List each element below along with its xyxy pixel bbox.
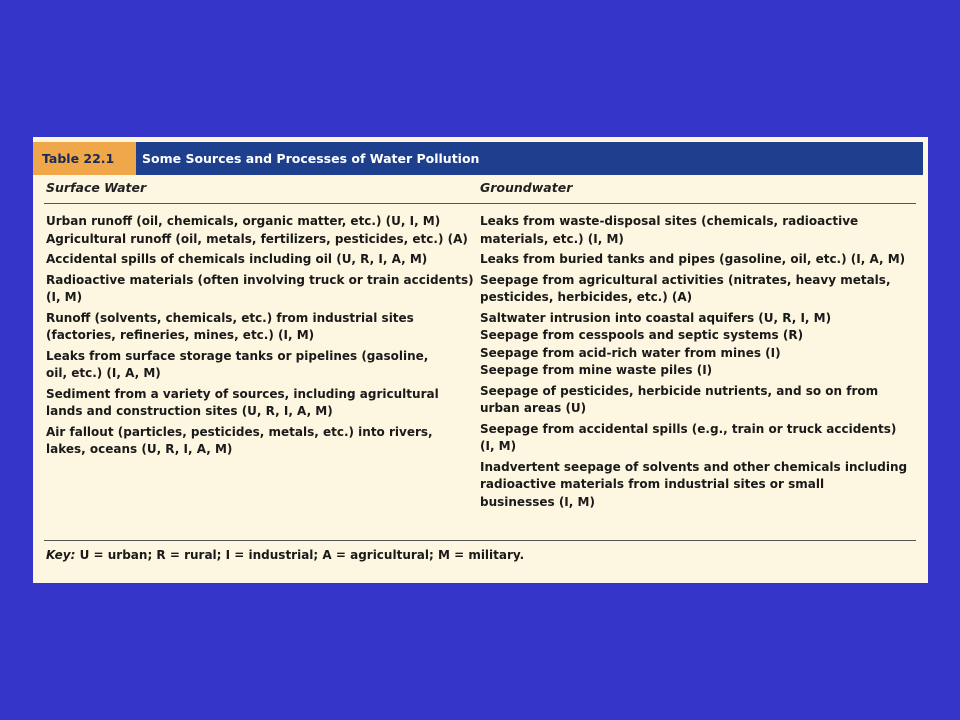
ground-entry-line: Seepage of pesticides, herbicide nutrients, and so on from [480, 383, 879, 398]
surface-entry-line: Leaks from surface storage tanks or pipelines (gasoline, [46, 348, 429, 363]
ground-entry [480, 251, 907, 269]
ground-entry [480, 213, 907, 248]
surface-entry-line: (I, M) [46, 290, 83, 304]
surface-entry [46, 310, 474, 345]
surface-entry [46, 424, 474, 459]
ground-entry-line: pesticides, herbicides, etc.) (A) [480, 290, 693, 304]
footer-divider [44, 540, 916, 541]
surface-entry-line: lands and construction sites (U, R, I, A, M) [46, 404, 333, 418]
ground-entry-line: businesses (I, M) [480, 494, 595, 509]
ground-entry-line: materials, etc.) (I, M) [480, 231, 624, 246]
water-pollution-table [33, 137, 928, 583]
ground-entry [480, 421, 907, 456]
surface-entry [46, 272, 474, 307]
surface-entry-line: Urban runoff (oil, chemicals, organic matter, etc.) (U, I, M) [46, 214, 441, 228]
ground-entry-line: urban areas (U) [480, 401, 587, 415]
surface-entry-line: Sediment from a variety of sources, including agricultural [46, 386, 439, 401]
surface-entry-line: lakes, oceans (U, R, I, A, M) [46, 442, 233, 456]
ground-entry-line: Seepage from cesspools and septic systems (R) [480, 328, 804, 342]
surface-entry-line: (factories, refineries, mines, etc.) (I, M) [46, 328, 315, 342]
ground-entry-line: radioactive materials from industrial sites or small [480, 477, 825, 491]
table-key [46, 548, 524, 562]
surface-entry [46, 213, 474, 231]
ground-entry [480, 272, 907, 307]
ground-entry-line: Saltwater intrusion into coastal aquifers (U, R, I, M) [480, 310, 832, 325]
ground-entry-line: Seepage from acid-rich water from mines (I) [480, 345, 781, 360]
surface-entry [46, 348, 474, 383]
ground-entry-line: Seepage from accidental spills (e.g., train or truck accidents) [480, 421, 897, 436]
ground-entry [480, 327, 907, 345]
ground-entry [480, 362, 907, 380]
ground-entry-line: Seepage from agricultural activities (nitrates, heavy metals, [480, 272, 891, 287]
ground-entry [480, 383, 907, 418]
ground-entry-line: (I, M) [480, 439, 517, 453]
ground-entry [480, 310, 907, 328]
groundwater-header: Groundwater [480, 180, 573, 195]
surface-entry-line: Runoff (solvents, chemicals, etc.) from industrial sites [46, 310, 414, 325]
surface-entry [46, 386, 474, 421]
groundwater-column [480, 213, 907, 511]
table-title-bar [33, 142, 923, 175]
ground-entry-line: Inadvertent seepage of solvents and other chemicals including [480, 459, 908, 474]
ground-entry-line: Leaks from buried tanks and pipes (gasoline, oil, etc.) (I, A, M) [480, 252, 906, 266]
surface-water-header: Surface Water [46, 180, 147, 195]
key-label: Key: [46, 548, 76, 562]
ground-entry [480, 459, 907, 512]
surface-entry [46, 251, 474, 269]
surface-entry-line: Radioactive materials (often involving truck or train accidents) [46, 272, 474, 287]
surface-water-column [46, 213, 474, 459]
surface-entry [46, 231, 474, 249]
surface-entry-line: oil, etc.) (I, A, M) [46, 366, 161, 380]
ground-entry-line: Seepage from mine waste piles (I) [480, 363, 713, 377]
header-divider [44, 203, 916, 204]
surface-entry-line: Air fallout (particles, pesticides, metals, etc.) into rivers, [46, 424, 433, 439]
surface-entry-line: Accidental spills of chemicals including oil (U, R, I, A, M) [46, 252, 428, 266]
table-number: Table 22.1 [33, 142, 136, 175]
surface-entry-line: Agricultural runoff (oil, metals, fertilizers, pesticides, etc.) (A) [46, 231, 468, 246]
table-title: Some Sources and Processes of Water Pollution [142, 151, 480, 166]
ground-entry-line: Leaks from waste-disposal sites (chemicals, radioactive [480, 214, 859, 228]
ground-entry [480, 345, 907, 363]
key-text: U = urban; R = rural; I = industrial; A = agricultural; M = military. [79, 548, 525, 562]
